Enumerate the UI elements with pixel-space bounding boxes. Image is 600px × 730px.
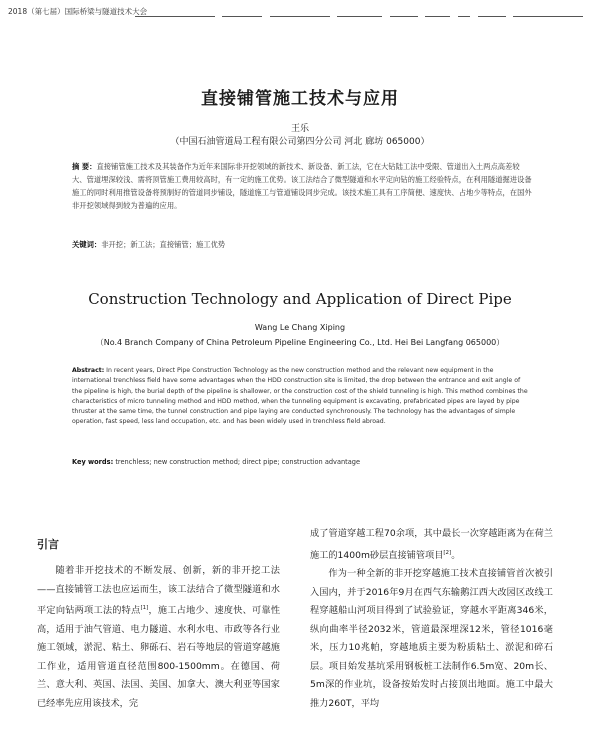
affiliation-en: （No.4 Branch Company of China Petroleum Pipeline Engineering Co., Ltd. Hei Bei Langfang 065000） bbox=[95, 338, 505, 347]
header-rule bbox=[135, 16, 215, 17]
abstract-cn bbox=[72, 160, 532, 212]
header-rule bbox=[270, 16, 330, 17]
journal-header: 2018（第七届）国际桥梁与隧道技术大会 bbox=[8, 7, 148, 16]
header-rule bbox=[390, 16, 418, 17]
header-rule bbox=[425, 16, 450, 17]
keywords-cn-text: 非开挖；新工法；直接铺管；施工优势 bbox=[101, 240, 226, 249]
paper-title-cn: 直接铺管施工技术与应用 bbox=[201, 89, 399, 109]
keywords-en-text: trenchless; new construction method; direct pipe; construction advantage bbox=[115, 458, 361, 466]
header-rule bbox=[458, 16, 470, 17]
header-rule bbox=[513, 16, 583, 17]
citation: [1] bbox=[140, 605, 149, 611]
body-paragraph bbox=[310, 525, 553, 565]
body-paragraph bbox=[37, 562, 280, 713]
header-rule bbox=[478, 16, 506, 17]
header-rule bbox=[222, 16, 262, 17]
body-text: 。 bbox=[451, 549, 461, 561]
body-text: 成了管道穿越工程70余项，其中最长一次穿越距离为在荷兰施工的1400m砂层直接铺管项目 bbox=[310, 528, 553, 561]
section-title-introduction: 引言 bbox=[37, 538, 59, 551]
abstract-en bbox=[72, 366, 532, 428]
body-text: 作为一种全新的非开挖穿越施工技术直接铺管首次被引入国内，并于2016年9月在西气东输鹅江西大改园区改线工程穿越船山河项目得到了试验验证，穿越水平距离346米，纵向曲率半径2032米，管道最深埋深12米，管径1016毫米，压力10兆帕，穿越地质主要为粉质粘土、淤泥和碎石层。项目始发基坑采用钢板桩工法制作6.5m宽、20m长、5m深的作业坑，设备按始发时占接顶出地面。施工中最大推力260T，平均 bbox=[310, 568, 553, 709]
body-paragraph bbox=[310, 565, 553, 713]
author-cn: 王乐 bbox=[290, 124, 309, 134]
abstract-cn-text: 直接铺管施工技术及其装备作为近年来国际非开挖领域的新技术、新设备、新工法，它在大钻陆工法中受限、管道出入土两点高差较大、管道埋深较浅、需将顶管施工费用较高时，有一定的施工优势。该工法结合了微型隧道和水平定向钻的施工经验特点，在利用隧道掘进设备施工的同时利用推管设备将预制好的管道同步铺设，隧道施工与管道铺设同步完成。该技术施工具有工序简便、速度快、占地少等特点，在国外非开挖领域得到较为普遍的应用。 bbox=[72, 162, 532, 210]
body-text: 随着非开挖技术的不断发展、创新，新的非开挖工法——直接铺管工法也应运而生，该工法结合了微型隧道和水平定向钻两项工法的特点 bbox=[37, 565, 280, 617]
author-en: Wang Le Chang Xiping bbox=[254, 323, 346, 332]
keywords-en-label: Key words: bbox=[72, 458, 114, 466]
abstract-en-text: In recent years, Direct Pipe Construction Technology as the new construction method and the relevant new equipment in the international trenchless field have some advantages when the HDD construction site is limited, the drop between the entrance and exit angle of the pipeline is high, the burial depth of the pipeline is shallower, or the construction cost of the shield tunneling is high. This method combines the characteristics of micro tunneling method and HDD method, when the tunneling equipment is excavating, prefabricated pipes are layed by pipe thruster at the same time, the tunnel construction and pipe laying are conducted synchronously. The technology has the advantages of simple operation, fast speed, less land occupation, etc. and has been widely used in trenchless field abroad. bbox=[72, 367, 528, 426]
keywords-cn bbox=[72, 240, 532, 250]
header-rule bbox=[337, 16, 382, 17]
citation: [2] bbox=[443, 549, 452, 556]
body-column-right bbox=[310, 525, 553, 713]
affiliation-cn: （中国石油管道局工程有限公司第四分公司 河北 廊坊 065000） bbox=[170, 137, 430, 147]
keywords-cn-label: 关键词： bbox=[72, 240, 102, 249]
abstract-cn-label: 摘 要： bbox=[72, 162, 97, 171]
keywords-en bbox=[72, 458, 532, 466]
abstract-en-label: Abstract: bbox=[72, 367, 105, 374]
body-text: ，施工占地少、速度快、可靠性高，适用于油气管道、电力隧道、水利水电、市政等各行业施工领域，淤泥、粘土、卵砾石、岩石等地层的管道穿越施工作业，适用管道直径范围800-1500mm。在德国、荷兰、意大利、英国、法国、美国、加拿大、澳大利亚等国家已经率先应用该技术，完 bbox=[37, 605, 281, 709]
body-column-left bbox=[37, 562, 280, 713]
paper-title-en: Construction Technology and Application of Direct Pipe bbox=[88, 290, 512, 308]
